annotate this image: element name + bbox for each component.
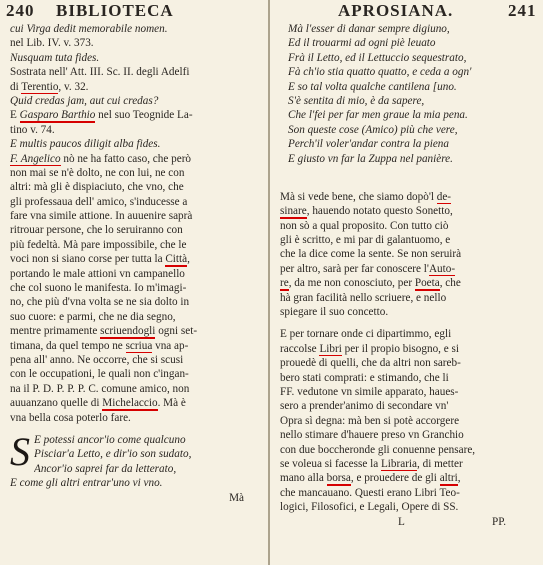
text-line [10, 238, 268, 252]
text-line [280, 276, 541, 290]
text-run: gli professaua dell' amico, s'inducesse a [10, 195, 188, 208]
text-run: no, che più d'vna volta se ne sia dolto in [10, 296, 190, 309]
poem-line [288, 22, 541, 36]
right-catchword: PP. [492, 515, 506, 528]
text-run: vna bella cosa poterlo fare. [10, 411, 131, 424]
text-line [280, 399, 541, 413]
text-run: Opra sì degna: mà ben si potè accorgere [280, 414, 460, 427]
highlighted-word: sinare [280, 205, 307, 218]
text-run: , hauendo notato questo Sonetto, [306, 205, 453, 218]
text-run: tino v. 74. [10, 123, 55, 136]
highlighted-word: altri [439, 472, 458, 485]
text-run: mano alla [280, 472, 327, 485]
text-run: che col suono le manifesta. Io m'imagi- [10, 282, 187, 295]
text-run: nello stimare d'hauere preso vn Granchio [280, 429, 464, 442]
poem-line [288, 36, 541, 50]
text-line [280, 219, 541, 233]
text-run: gli è scritto, e mi par di galantuomo, e [280, 234, 451, 247]
text-line [10, 51, 268, 65]
poem-line [288, 51, 541, 65]
text-run: con le occupationi, le quali non c'ingan- [10, 368, 189, 381]
text-line [10, 310, 268, 324]
text-run: Fà ch'io stia quatto quatto, e ceda a ogn' [288, 66, 472, 79]
text-run: se voleua si facesse la [280, 457, 381, 470]
highlighted-word: re [280, 277, 289, 290]
highlighted-word: borsa [326, 472, 351, 485]
text-run: , [457, 472, 461, 485]
text-run: , che [439, 277, 461, 290]
poem-line: Pisciar'a Letto, e dir'io son sudato, [34, 448, 192, 461]
text-line [280, 327, 541, 341]
text-run: Ed il trouarmi ad ogni piè leuato [288, 37, 436, 50]
text-line [10, 152, 268, 166]
text-run: E per tornare onde ci dipartimmo, egli [280, 328, 452, 341]
poem-line [288, 108, 541, 122]
text-run: , [187, 253, 190, 266]
text-line [10, 411, 268, 425]
text-line [10, 36, 268, 50]
text-run: auuanzano quelle di [10, 397, 103, 410]
text-line [10, 166, 268, 180]
text-line [10, 195, 268, 209]
text-line [10, 80, 268, 94]
left-page-number: 240 [6, 1, 35, 20]
right-footer [272, 515, 541, 529]
signature-mark: L [398, 515, 405, 528]
left-catchword: Mà [229, 491, 244, 504]
text-line [280, 291, 541, 305]
text-line [280, 500, 541, 514]
highlighted-word: Città [165, 253, 188, 266]
poem-line: Ancor'io saprei far da letterato, [34, 462, 177, 475]
text-line [10, 137, 268, 151]
text-line [280, 204, 541, 218]
text-line [280, 247, 541, 261]
text-line [280, 414, 541, 428]
text-line [10, 22, 268, 36]
text-run: nò ne ha fatto caso, che però [60, 152, 192, 165]
text-run: voci non si siano corse per tutta la [10, 253, 166, 266]
text-line [10, 267, 268, 281]
highlighted-word: Libri [319, 342, 342, 355]
text-run: , e prouedere de gli [350, 472, 440, 485]
text-line [10, 367, 268, 381]
text-line [280, 471, 541, 485]
text-run: E so tal volta qualche cantilena [288, 80, 430, 93]
text-run: Mà l'esser di danar sempre digiuno, [288, 23, 450, 35]
poem-line: E potessi ancor'io come qualcuno [34, 433, 186, 446]
text-run: , di metter [417, 457, 463, 470]
text-line [280, 262, 541, 276]
highlighted-word: Gasparo Barthio [19, 109, 96, 122]
highlighted-word: Libraria [380, 457, 417, 470]
left-running-head: BIBLIOTECA [56, 1, 174, 20]
highlighted-word: scriuendogli [100, 325, 156, 338]
poem-line [288, 152, 541, 166]
poem-line [288, 65, 541, 79]
text-run: per il propio bisogno, e si [341, 342, 459, 355]
text-run: Quid credas jam, aut cui credas? [10, 94, 159, 107]
text-run: S'è sentita di mio, è da sapere, [288, 94, 425, 107]
text-line [10, 108, 268, 122]
text-run: che la dice come la sente. Se non seruirà [280, 248, 462, 261]
text-run: cui Virga dedit memorabile nomen. [10, 23, 168, 35]
text-run: logici, Filosofici, e Legali, Opere di SS. [280, 501, 459, 514]
left-header [2, 0, 268, 22]
text-run: non sò a qual proposito. Con tutto ciò [280, 219, 449, 232]
text-run: Son queste cose (Amico) più che vere, [288, 123, 458, 136]
text-line [10, 295, 268, 309]
text-run: più fedeltà. Mà pare impossibile, che le [10, 238, 187, 251]
text-run: E giusto vn far la Zuppa nel panière. [288, 152, 453, 165]
highlighted-word: scriua [125, 339, 153, 352]
right-page-number: 241 [508, 1, 537, 20]
text-run: Frà il Letto, ed il Lettuccio sequestrato, [288, 51, 467, 64]
text-line [10, 396, 268, 410]
text-run: Che l'fei per far men graue la mia pena. [288, 109, 468, 122]
text-run: nel Lib. IV. v. 373. [10, 37, 94, 50]
text-run: suo cuore: e parmi, che ne dia segno, [10, 310, 176, 323]
text-line [280, 443, 541, 457]
text-run: ogni set- [155, 325, 198, 338]
text-run: ritrouar persone, che lo seruiranno con [10, 224, 183, 237]
text-line [10, 65, 268, 79]
text-line [280, 371, 541, 385]
text-run: hà gran facilità nello scriuere, e nello [280, 291, 447, 304]
text-run: bero stati comprati: e stimando, che li [280, 371, 449, 384]
text-line [10, 324, 268, 338]
text-run: na il P. D. P. P. P. C. comune amico, non [10, 382, 190, 395]
text-run: non mai se n'è dolto, ne con lui, ne con [10, 166, 185, 179]
text-line [280, 457, 541, 471]
poem-line [288, 137, 541, 151]
text-run: , v. 32. [58, 80, 89, 93]
text-line [280, 428, 541, 442]
text-run: per altro, sarà per far conoscere l' [280, 262, 429, 275]
text-run: Sostrata nell' Att. III. Sc. II. degli Adelfi [10, 66, 190, 79]
text-line [10, 339, 268, 353]
drop-cap: S [10, 432, 30, 474]
text-line [280, 486, 541, 500]
text-run: vna ap- [152, 339, 189, 352]
left-page [2, 0, 268, 565]
highlighted-word: Poeta [414, 277, 440, 290]
text-run: pena all' anno. Ne occorre, che si scusi [10, 353, 184, 366]
text-line [280, 190, 541, 204]
highlighted-word: Terentio [21, 80, 59, 93]
text-line [280, 342, 541, 356]
poem-line [288, 123, 541, 137]
text-line [10, 180, 268, 194]
text-run: nel suo Teognide La- [95, 109, 193, 122]
text-run: Perch'il voler'andar contra la piena [288, 138, 449, 151]
text-run: E [10, 109, 20, 122]
right-paragraph-2 [272, 327, 541, 514]
right-running-head: APROSIANA. [338, 1, 454, 20]
text-line [280, 305, 541, 319]
text-line [10, 209, 268, 223]
poem-line: E come gli altri entrar'uno vi vno. [10, 477, 163, 490]
text-line [10, 223, 268, 237]
text-run: FF. vedutone vn simile apparato, haues- [280, 385, 459, 398]
text-run: [uno. [430, 80, 457, 93]
text-line [10, 94, 268, 108]
text-line [10, 123, 268, 137]
poem-line [288, 80, 541, 94]
left-text-block [2, 22, 268, 425]
text-run: Nusquam tuta fides. [10, 51, 100, 64]
right-page [272, 0, 541, 565]
poem-line [288, 94, 541, 108]
text-run: che mancauano. Questi erano Libri Teo- [280, 486, 460, 499]
left-poem [2, 433, 268, 491]
text-run: di [10, 80, 22, 93]
text-run: , da me non conosciuto, per [288, 277, 415, 290]
text-line [10, 353, 268, 367]
text-run: spiegare il suo concetto. [280, 306, 389, 319]
highlighted-word: Auto- [428, 262, 456, 275]
text-run: con due boccheronde gli conuenne pensare, [280, 443, 476, 456]
right-paragraph-1 [272, 190, 541, 320]
right-header [272, 0, 541, 22]
text-run: altri: mà gli è dispiaciuto, che vno, che [10, 181, 184, 194]
text-run: mentre primamente [10, 325, 101, 338]
text-line [10, 382, 268, 396]
text-line [280, 356, 541, 370]
gutter [268, 0, 270, 565]
text-run: raccolse [280, 342, 320, 355]
text-run: sero a prender'animo di secondare vn' [280, 400, 449, 413]
text-run: timana, da quel tempo ne [10, 339, 126, 352]
text-run: Mà si vede bene, che siamo dopò'l [280, 190, 437, 203]
text-run: fare vna simile attione. In auuenire saprà [10, 210, 193, 223]
text-run: . Mà è [157, 397, 186, 410]
text-run: E multis paucos diligit alba fides. [10, 138, 161, 151]
text-run: portando le male attioni vn campanello [10, 267, 185, 280]
text-line [10, 281, 268, 295]
right-poem [272, 22, 541, 166]
text-line [280, 385, 541, 399]
highlighted-word: Michelaccio [102, 397, 158, 410]
highlighted-word: F. Angelico [10, 152, 61, 165]
highlighted-word: de- [436, 190, 452, 203]
text-line [10, 252, 268, 266]
text-line [280, 233, 541, 247]
text-run: prouedè di quelli, che da altri non sareb- [280, 357, 461, 370]
